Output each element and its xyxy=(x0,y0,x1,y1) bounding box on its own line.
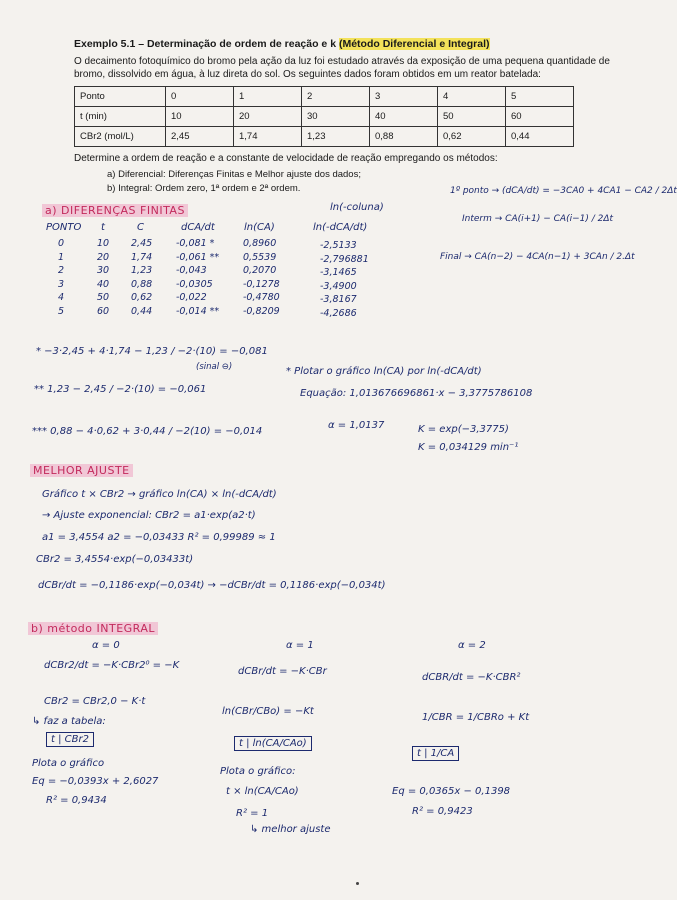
table-cell: 0,88 xyxy=(370,127,438,147)
order-zero-table-note: ↳ faz a tabela: xyxy=(32,716,106,727)
calc-2: ** 1,23 − 2,45 / −2·(10) = −0,061 xyxy=(34,384,207,395)
question-prompt: Determine a ordem de reação e a constante de velocidade de reação empregando os métodos: xyxy=(74,153,498,164)
col-dcdt: -0,081 * -0,061 ** -0,043 -0,0305 -0,022 -0,014 ** xyxy=(176,238,220,317)
k-value: K = 0,034129 min⁻¹ xyxy=(418,442,519,453)
col-head-lndc: ln(-dCA/dt) xyxy=(313,222,368,233)
table-cell: 2 xyxy=(302,87,370,107)
order-zero-fit: Eq = −0,0393x + 2,6027 xyxy=(32,776,159,787)
table-cell: 1,74 xyxy=(234,127,302,147)
best-fit-line-4: CBr2 = 3,4554·exp(−0,03433t) xyxy=(36,554,194,565)
table-cell: 0,44 xyxy=(506,127,574,147)
order-two-integrated: 1/CBR = 1/CBRo + Kt xyxy=(422,712,530,723)
table-cell: 50 xyxy=(438,107,506,127)
order-zero-columns: t | CBr2 xyxy=(46,734,94,745)
diff-heading: a) DIFERENÇAS FINITAS xyxy=(42,204,188,217)
order-one-r2: R² = 1 xyxy=(236,808,269,819)
order-one-columns: t | ln(CA/CAo) xyxy=(234,738,312,749)
order-two-label: α = 2 xyxy=(458,640,486,651)
order-two-columns: t | 1/CA xyxy=(412,748,459,759)
title-highlight: (Método Diferencial e Integral) xyxy=(338,38,490,50)
best-fit-line-5: dCBr/dt = −0,1186·exp(−0,034t) → −dCBr/dt = 0,1186·exp(−0,034t) xyxy=(38,580,386,591)
order-one-plot: Plota o gráfico: xyxy=(220,766,296,777)
col-t: 10 20 30 40 50 60 xyxy=(97,238,110,317)
alpha-value: α = 1,0137 xyxy=(328,420,385,431)
col-c: 2,45 1,74 1,23 0,88 0,62 0,44 xyxy=(131,238,153,317)
table-cell: 10 xyxy=(166,107,234,127)
table-row xyxy=(75,87,574,107)
intermediate-formula: Interm → CA(i+1) − CA(i−1) / 2Δt xyxy=(462,214,614,224)
fit-equation: Equação: 1,013676696861·x − 3,3775786108 xyxy=(300,388,533,399)
table-cell: 1,23 xyxy=(302,127,370,147)
calc-1-note: (sinal ⊖) xyxy=(196,362,233,372)
intro-text: O decaimento fotoquímico do bromo pela ação da luz foi estudado através da exposição de uma pequena quantidade de bromo, dissolvido em água, à luz direta do sol. Os seguintes dados foram obtidos em um reator batelada: xyxy=(74,56,610,80)
data-table xyxy=(74,86,574,147)
final-formula: Final → CA(n−2) − 4CA(n−1) + 3CAn / 2.Δt xyxy=(440,252,635,262)
order-one-rate: dCBr/dt = −K·CBr xyxy=(238,666,327,677)
order-zero-r2: R² = 0,9434 xyxy=(46,795,107,806)
best-fit-line-3: a1 = 3,4554 a2 = −0,03433 R² = 0,99989 ≈ 1 xyxy=(42,532,276,543)
table-cell: 2,45 xyxy=(166,127,234,147)
page-title xyxy=(74,38,490,50)
first-point-formula: 1º ponto → (dCA/dt) = −3CA0 + 4CA1 − CA2 / 2Δt xyxy=(450,186,677,196)
order-two-fit: Eq = 0,0365x − 0,1398 xyxy=(392,786,511,797)
order-zero-rate: dCBr2/dt = −K·CBr2⁰ = −K xyxy=(44,660,180,671)
question-item-a: a) Diferencial: Diferenças Finitas e Melhor ajuste dos dados; xyxy=(107,169,361,180)
calc-3: *** 0,88 − 4·0,62 + 3·0,44 / −2(10) = −0,014 xyxy=(32,426,263,437)
col-head-ponto: PONTO xyxy=(46,222,82,233)
col-head-lnc: ln(CA) xyxy=(244,222,275,233)
order-two-r2: R² = 0,9423 xyxy=(412,806,473,817)
order-zero-label: α = 0 xyxy=(92,640,120,651)
order-zero-plot: Plota o gráfico xyxy=(32,758,105,769)
order-one-best: ↳ melhor ajuste xyxy=(250,824,331,835)
table-cell: 4 xyxy=(438,87,506,107)
table-row xyxy=(75,127,574,147)
k-exp: K = exp(−3,3775) xyxy=(418,424,509,435)
order-one-label: α = 1 xyxy=(286,640,314,651)
col-ponto: 0 1 2 3 4 5 xyxy=(58,238,65,317)
question-item-b: b) Integral: Ordem zero, 1ª ordem e 2ª ordem. xyxy=(107,183,301,194)
col-note: ln(-coluna) xyxy=(330,202,384,213)
col-head-c: C xyxy=(137,222,144,233)
table-cell: 20 xyxy=(234,107,302,127)
table-cell: 0 xyxy=(166,87,234,107)
table-cell: 30 xyxy=(302,107,370,127)
order-two-rate: dCBR/dt = −K·CBR² xyxy=(422,672,521,683)
order-one-axes: t × ln(CA/CAo) xyxy=(226,786,299,797)
col-head-t: t xyxy=(101,222,105,233)
best-fit-heading: MELHOR AJUSTE xyxy=(30,464,133,477)
table-cell: Ponto xyxy=(75,87,166,107)
table-cell: 0,62 xyxy=(438,127,506,147)
table-cell: 3 xyxy=(370,87,438,107)
table-cell: 60 xyxy=(506,107,574,127)
col-lndc: -2,5133 -2,796881 -3,1465 -3,4900 -3,8167 -4,2686 xyxy=(320,240,369,319)
calc-1: * −3·2,45 + 4·1,74 − 1,23 / −2·(10) = −0,081 xyxy=(36,346,268,357)
table-cell: 1 xyxy=(234,87,302,107)
integral-heading: b) método INTEGRAL xyxy=(28,622,158,635)
order-one-integrated: ln(CBr/CBo) = −Kt xyxy=(222,706,314,717)
best-fit-line-2: → Ajuste exponencial: CBr2 = a1·exp(a2·t) xyxy=(42,510,256,521)
col-lnc: 0,8960 0,5539 0,2070 -0,1278 -0,4780 -0,8209 xyxy=(243,238,280,317)
paper-speck xyxy=(356,882,359,885)
title-prefix: Exemplo 5.1 – Determinação de ordem de reação e k xyxy=(74,38,337,50)
plot-note: * Plotar o gráfico ln(CA) por ln(-dCA/dt) xyxy=(286,366,482,377)
table-cell: 40 xyxy=(370,107,438,127)
best-fit-line-1: Gráfico t × CBr2 → gráfico ln(CA) × ln(-dCA/dt) xyxy=(42,489,277,500)
table-cell: 5 xyxy=(506,87,574,107)
order-zero-integrated: CBr2 = CBr2,0 − K·t xyxy=(44,696,146,707)
table-cell: t (min) xyxy=(75,107,166,127)
col-head-dcdt: dCA/dt xyxy=(181,222,215,233)
table-row xyxy=(75,107,574,127)
table-cell: CBr2 (mol/L) xyxy=(75,127,166,147)
